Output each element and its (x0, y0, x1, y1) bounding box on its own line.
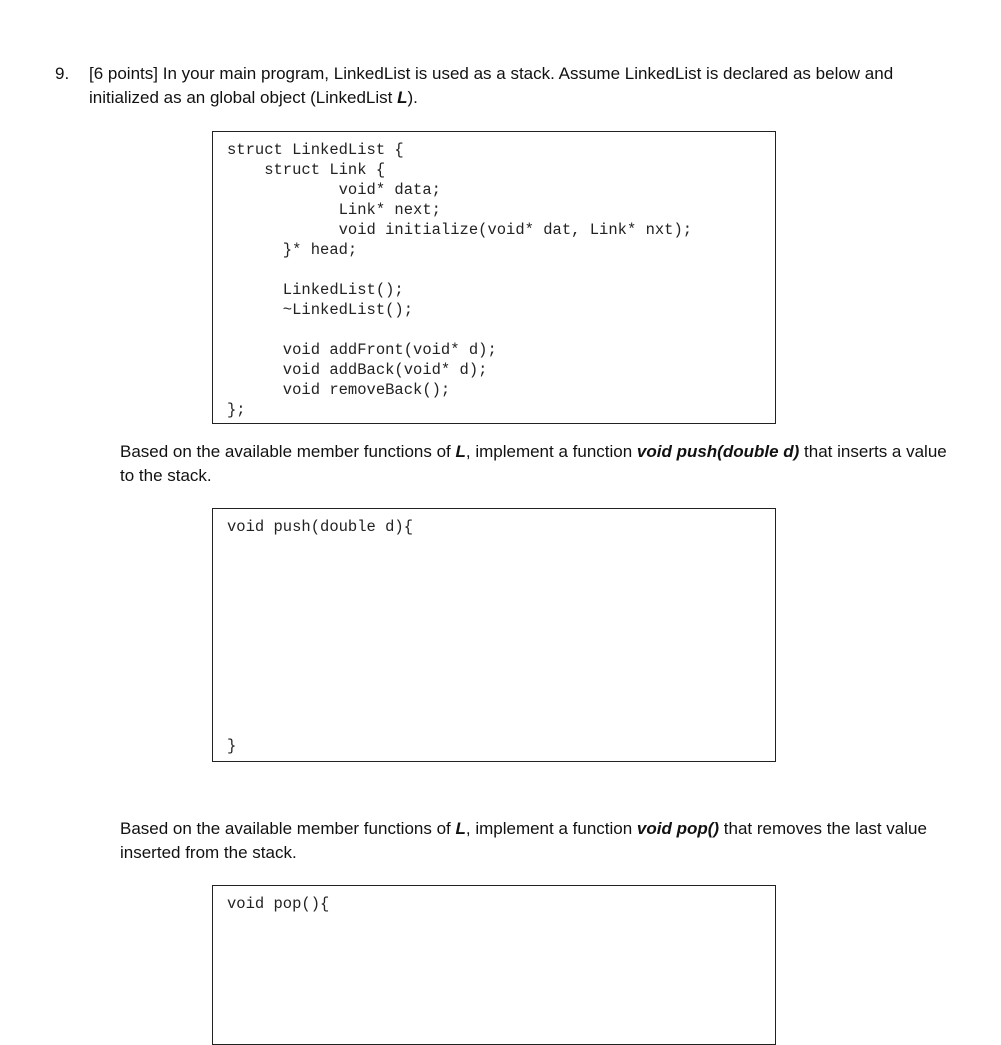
code-line: void removeBack(); (227, 381, 451, 399)
question-number: 9. (55, 64, 70, 83)
push-prompt (120, 440, 950, 488)
pop-prompt-middle: , implement a function (465, 819, 637, 838)
pop-open-line: void pop(){ (227, 895, 330, 913)
question-9 (55, 62, 955, 110)
question-points: [6 points] (89, 64, 158, 83)
pop-prompt (120, 817, 950, 865)
question-object-name: L (397, 88, 408, 107)
code-line (227, 260, 692, 280)
pop-prompt-suffix: that removes the last value inserted from the stack. (120, 819, 927, 862)
code-line: }* head; (227, 241, 358, 259)
declaration-code (227, 140, 692, 420)
pop-function-name: void pop() (636, 819, 720, 838)
code-line: void* data; (227, 181, 441, 199)
code-line: }; (227, 401, 246, 419)
code-line: void initialize(void* dat, Link* nxt); (227, 221, 693, 239)
pop-prompt-prefix: Based on the available member functions of (120, 819, 456, 838)
code-line: struct LinkedList { (227, 141, 404, 159)
question-text (89, 62, 955, 110)
push-function-name: void push(double d) (636, 442, 800, 461)
question-text-before: In your main program, LinkedList is used as a stack. Assume LinkedList is declared as below and initialized as an global object (LinkedList (89, 64, 894, 107)
code-line (227, 320, 692, 340)
code-line: ~LinkedList(); (227, 301, 414, 319)
question-text-after: ). (407, 88, 418, 107)
push-open-line: void push(double d){ (227, 518, 414, 536)
declaration-code-box (212, 131, 776, 424)
push-prompt-suffix: that inserts a value to the stack. (120, 442, 947, 485)
code-line: struct Link { (227, 161, 386, 179)
push-prompt-prefix: Based on the available member functions of (120, 442, 456, 461)
pop-answer-box[interactable] (212, 885, 776, 1045)
pop-prompt-object-name: L (455, 819, 466, 838)
push-prompt-middle: , implement a function (465, 442, 637, 461)
code-line: LinkedList(); (227, 281, 404, 299)
push-close-line: } (227, 737, 237, 755)
code-line: void addFront(void* d); (227, 341, 497, 359)
code-line: void addBack(void* d); (227, 361, 488, 379)
push-prompt-object-name: L (455, 442, 466, 461)
push-answer-box[interactable] (212, 508, 776, 762)
code-line: Link* next; (227, 201, 441, 219)
